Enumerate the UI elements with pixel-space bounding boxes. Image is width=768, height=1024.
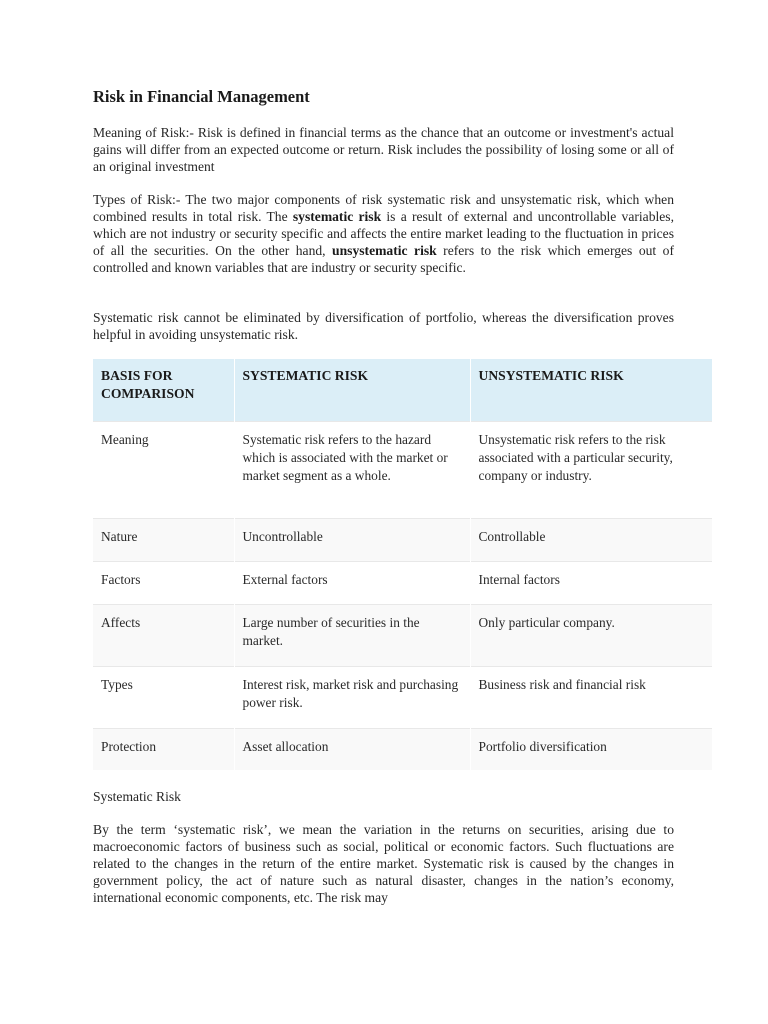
types-text-1: Types of Risk:- The two major components of risk systematic risk and unsystematic risk, which when combined results in total risk. The	[93, 192, 674, 224]
unsystematic-cell: Unsystematic risk refers to the risk associated with a particular security, company or industry.	[470, 421, 712, 518]
table-header-row	[93, 359, 712, 421]
unsystematic-cell: Only particular company.	[470, 604, 712, 666]
page-title: Risk in Financial Management	[93, 87, 310, 106]
row-label: Protection	[93, 728, 234, 770]
diversification-paragraph: Systematic risk cannot be eliminated by diversification of portfolio, whereas the diversification proves helpful in avoiding unsystematic risk.	[93, 310, 674, 342]
unsystematic-cell: Portfolio diversification	[470, 728, 712, 770]
table-row	[93, 604, 712, 666]
unsystematic-cell: Internal factors	[470, 561, 712, 604]
header-unsystematic: UNSYSTEMATIC RISK	[470, 359, 712, 421]
row-label: Factors	[93, 561, 234, 604]
types-text-3: refers to the risk which emerges out of controlled and known variables that are industry or security specific.	[93, 243, 674, 275]
systematic-risk-term: systematic risk	[292, 209, 382, 224]
systematic-cell: Asset allocation	[234, 728, 470, 770]
section-heading: Systematic Risk	[93, 789, 181, 804]
unsystematic-cell: Business risk and financial risk	[470, 666, 712, 728]
types-paragraph	[93, 191, 674, 276]
table-row	[93, 518, 712, 561]
row-label: Types	[93, 666, 234, 728]
meaning-paragraph: Meaning of Risk:- Risk is defined in financial terms as the chance that an outcome or investment's actual gains will differ from an expected outcome or return. Risk includes the possibility of losing some or all of an original investment	[93, 125, 674, 174]
header-systematic: SYSTEMATIC RISK	[234, 359, 470, 421]
comparison-table	[93, 359, 712, 770]
table-row	[93, 421, 712, 518]
table-row	[93, 666, 712, 728]
unsystematic-risk-term: unsystematic risk	[332, 243, 437, 258]
header-basis: BASIS FOR COMPARISON	[93, 359, 234, 421]
row-label: Nature	[93, 518, 234, 561]
row-label: Meaning	[93, 421, 234, 518]
systematic-cell: Interest risk, market risk and purchasing power risk.	[234, 666, 470, 728]
systematic-cell: Large number of securities in the market.	[234, 604, 470, 666]
table-row	[93, 561, 712, 604]
systematic-cell: External factors	[234, 561, 470, 604]
types-text-2: is a result of external and uncontrollable variables, which are not industry or security specific and affects the entire market leading to the fluctuation in prices of all the securities. On the other hand,	[93, 209, 674, 258]
systematic-risk-paragraph: By the term ‘systematic risk’, we mean the variation in the returns on securities, arising due to macroeconomic factors of business such as social, political or economic factors. Such fluctuations are related to the changes in the return of the entire market. Systematic risk is caused by the changes in government policy, the act of nature such as natural disaster, changes in the nation’s economy, international economic components, etc. The risk may	[93, 822, 674, 905]
table-row	[93, 728, 712, 770]
row-label: Affects	[93, 604, 234, 666]
systematic-cell: Uncontrollable	[234, 518, 470, 561]
unsystematic-cell: Controllable	[470, 518, 712, 561]
systematic-cell: Systematic risk refers to the hazard which is associated with the market or market segment as a whole.	[234, 421, 470, 518]
